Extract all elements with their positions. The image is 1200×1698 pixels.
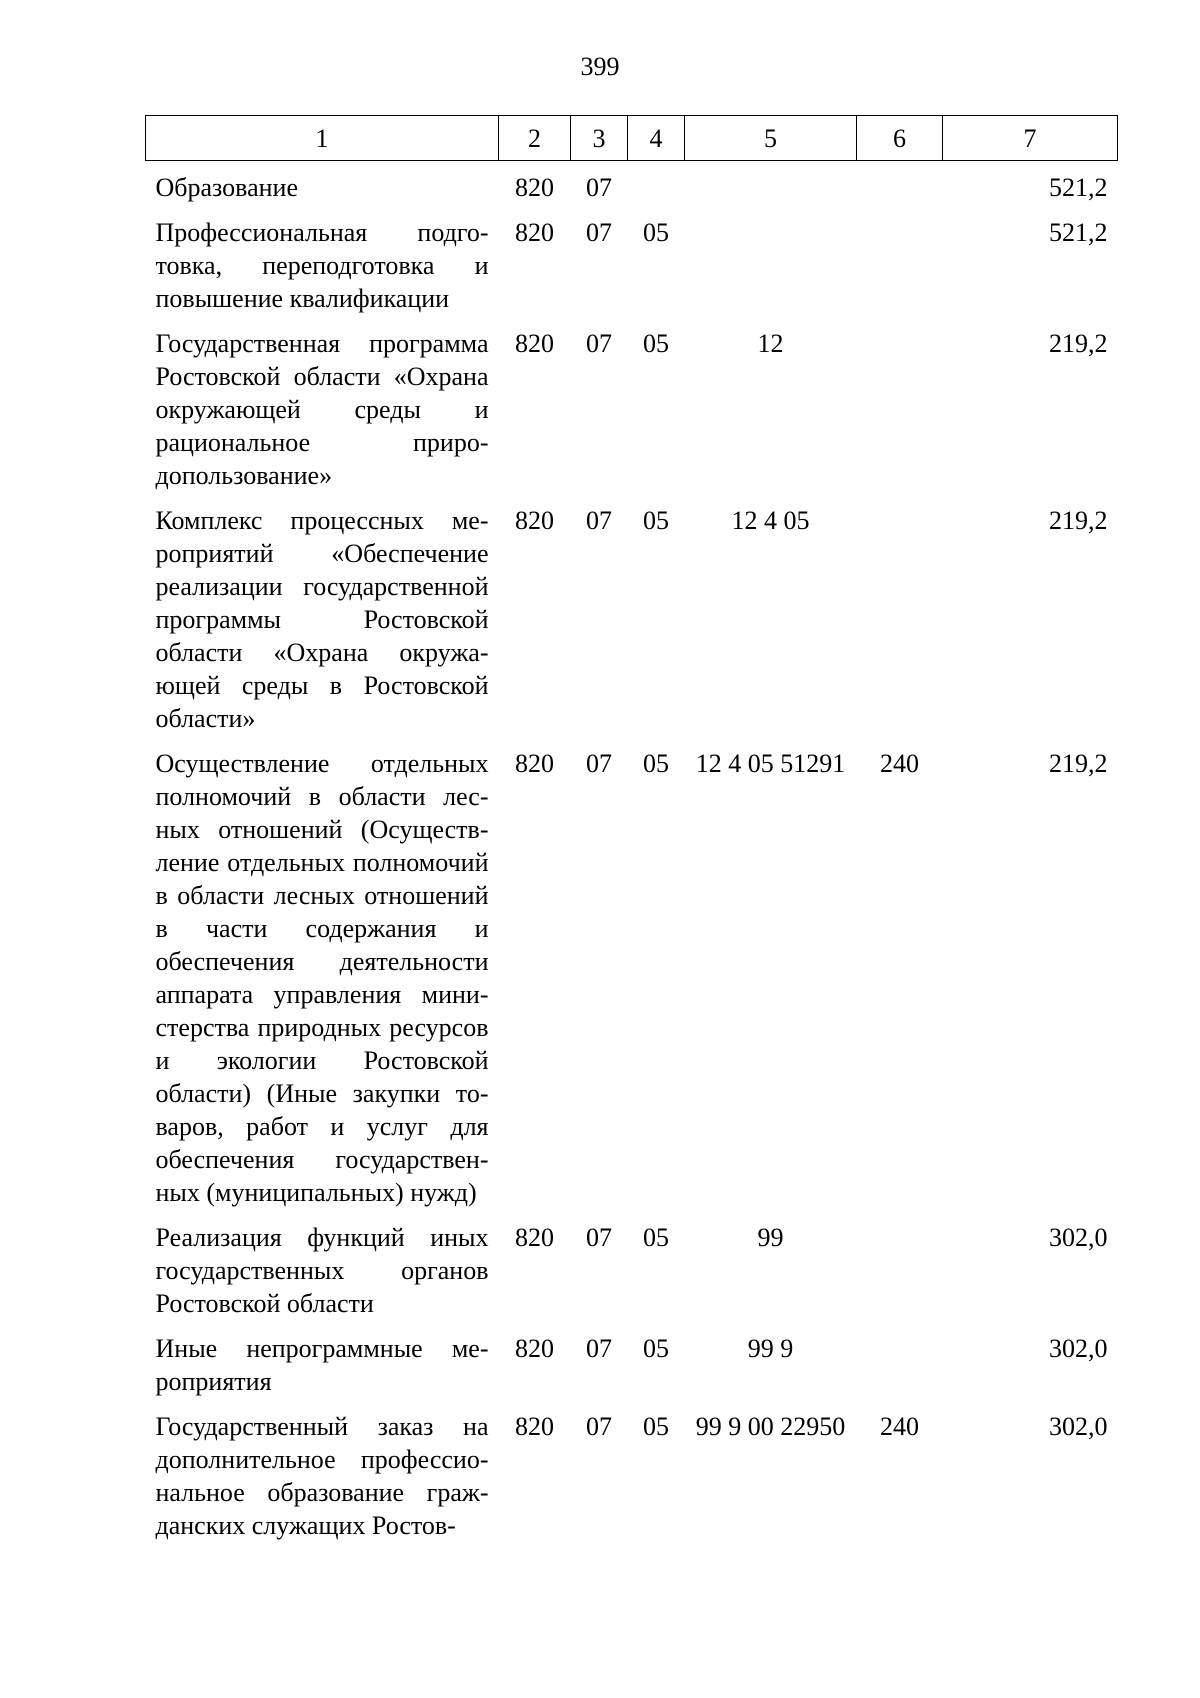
row-code-target: 12: [757, 329, 784, 358]
row-amount: 302,0: [1049, 1412, 1108, 1441]
table-header-row: [146, 116, 1118, 161]
row-code-ministry: 820: [515, 1223, 554, 1252]
row-code-ministry: 820: [515, 173, 554, 202]
row-code-section: 07: [586, 749, 612, 778]
row-code-ministry: 820: [515, 218, 554, 247]
table-row: [146, 1398, 1118, 1542]
row-code-expense-type: 240: [880, 1412, 919, 1441]
row-name: Профессиональная подготовка, переподготовка и повышение квалификации: [155, 218, 489, 313]
row-code-target: [685, 161, 857, 205]
row-code-target: 99 9 00 22950: [695, 1412, 846, 1441]
row-code-ministry: 820: [515, 1334, 554, 1363]
row-code-expense-type: [857, 1209, 943, 1320]
row-name-cell: [146, 1209, 499, 1320]
row-name-cell: [146, 315, 499, 492]
row-code-target: [685, 204, 857, 315]
row-amount: 302,0: [1049, 1223, 1108, 1252]
row-code-section: 07: [586, 218, 612, 247]
row-code-section: 07: [586, 506, 612, 535]
row-code-expense-type: [857, 161, 943, 205]
row-name-cell: [146, 492, 499, 735]
row-name-cell: [146, 161, 499, 205]
row-amount: 302,0: [1049, 1334, 1108, 1363]
row-name: Осуществление отдельных полномочий в области лесных отношений (Осуществление отдельных полномочий в области лесных отношений в части содержания и обеспечения деятельности аппарата управления министерства природных ресурсов и экологии Ростовской области) (Иные закупки товаров, работ и услуг для обеспечения государственных (муниципальных) нужд): [155, 749, 489, 1207]
header-col-4: 4: [628, 116, 685, 161]
table-row: [146, 735, 1118, 1209]
header-col-1: 1: [146, 116, 499, 161]
row-name-cell: [146, 735, 499, 1209]
row-name: Реализация функций иных государственных органов Ростовской области: [155, 1223, 489, 1318]
row-name: Государственный заказ на дополнительное профессиональное образование гражданских служащих Ростов-: [155, 1412, 489, 1540]
row-code-ministry: 820: [515, 329, 554, 358]
row-code-target: 99: [757, 1223, 784, 1252]
row-name-cell: [146, 1398, 499, 1542]
row-code-target: 12 4 05: [731, 506, 810, 535]
row-code-subsection: 05: [643, 1334, 669, 1363]
header-col-6: 6: [857, 116, 943, 161]
row-name-cell: [146, 1320, 499, 1398]
row-code-ministry: 820: [515, 506, 554, 535]
row-code-expense-type: [857, 492, 943, 735]
row-name-cell: [146, 204, 499, 315]
row-amount: 219,2: [1049, 749, 1108, 778]
row-code-ministry: 820: [515, 1412, 554, 1441]
row-code-section: 07: [586, 1334, 612, 1363]
row-code-subsection: 05: [643, 1412, 669, 1441]
row-amount: 521,2: [1049, 218, 1108, 247]
table-row: [146, 161, 1118, 205]
row-amount: 521,2: [1049, 173, 1108, 202]
table-row: [146, 1209, 1118, 1320]
budget-table: [145, 115, 1118, 1542]
row-code-section: 07: [586, 173, 612, 202]
row-code-subsection: 05: [643, 329, 669, 358]
row-code-subsection: [628, 161, 685, 205]
row-code-subsection: 05: [643, 506, 669, 535]
header-col-2: 2: [499, 116, 571, 161]
row-code-target: 12 4 05 51291: [695, 749, 846, 778]
row-code-subsection: 05: [643, 749, 669, 778]
row-name: Иные непрограммные мероприятия: [155, 1334, 489, 1396]
row-code-section: 07: [586, 329, 612, 358]
table-row: [146, 315, 1118, 492]
table-row: [146, 204, 1118, 315]
row-name: Комплекс процессных мероприятий «Обеспечение реализации государственной программы Ростовской области «Охрана окружающей среды в Ростовской области»: [155, 506, 489, 733]
table-row: [146, 1320, 1118, 1398]
row-code-expense-type: [857, 315, 943, 492]
row-code-subsection: 05: [643, 218, 669, 247]
row-code-target: 99 9: [747, 1334, 794, 1363]
row-code-subsection: 05: [643, 1223, 669, 1252]
row-code-ministry: 820: [515, 749, 554, 778]
header-col-7: 7: [943, 116, 1118, 161]
row-amount: 219,2: [1049, 506, 1108, 535]
page-number: 399: [580, 52, 620, 81]
row-code-section: 07: [586, 1223, 612, 1252]
row-code-expense-type: [857, 204, 943, 315]
header-col-5: 5: [685, 116, 857, 161]
table-row: [146, 492, 1118, 735]
row-amount: 219,2: [1049, 329, 1108, 358]
row-name: Государственная программа Ростовской области «Охрана окружающей среды и рациональное природопользование»: [155, 329, 489, 490]
row-code-expense-type: [857, 1320, 943, 1398]
row-code-section: 07: [586, 1412, 612, 1441]
row-name: Образование: [155, 173, 299, 202]
header-col-3: 3: [571, 116, 628, 161]
row-code-expense-type: 240: [880, 749, 919, 778]
